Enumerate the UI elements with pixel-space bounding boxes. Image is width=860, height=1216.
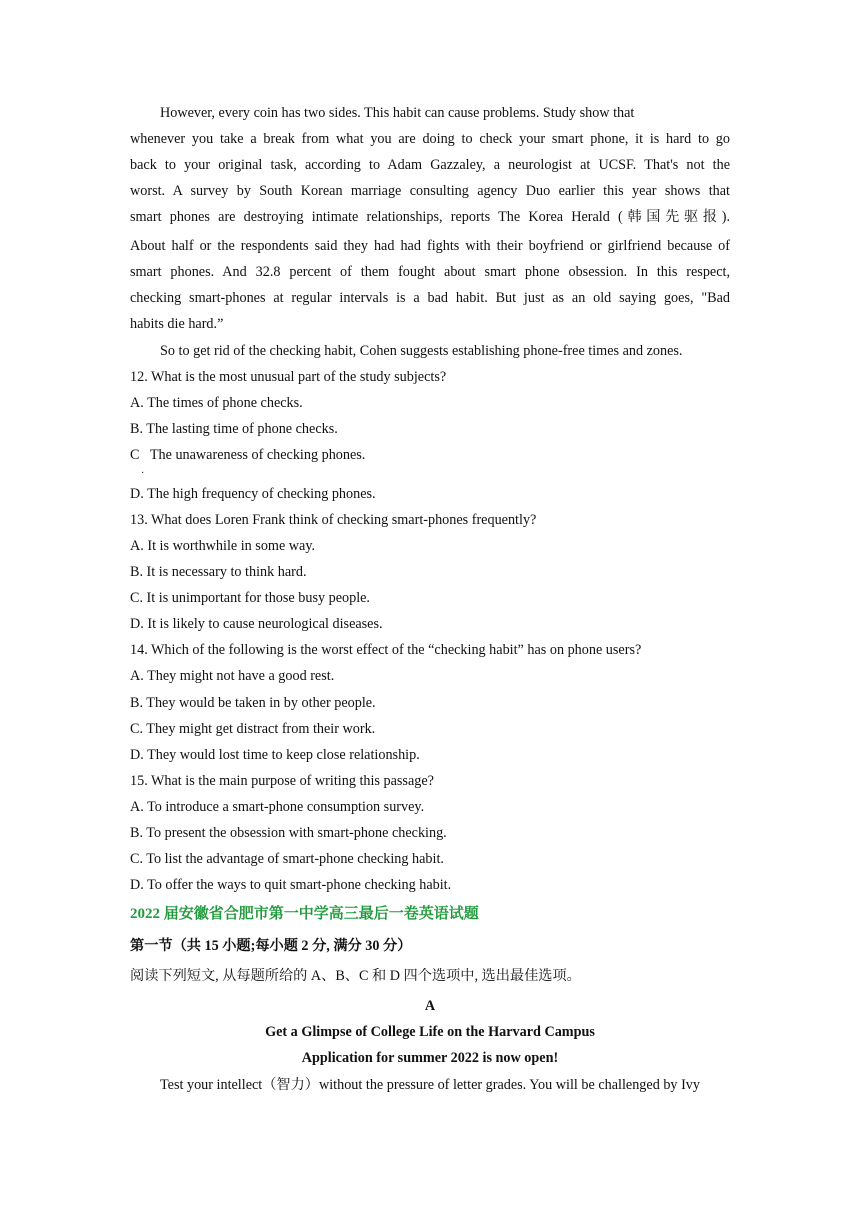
question-option: C. It is unimportant for those busy people. [130,590,370,606]
article-subtitle: Application for summer 2022 is now open! [301,1050,559,1066]
question-option: A. They might not have a good rest. [130,668,335,684]
question-option: C. They might get distract from their work. [130,721,376,737]
question-option: C The unawareness of checking phones. [130,447,366,463]
exam-title: 2022 届安徽省合肥市第一中学高三最后一卷英语试题 [130,906,479,922]
passage-line: back to your original task, according to Adam Gazzaley, a neurologist at UCSF. That's not the [130,157,730,173]
passage-line: worst. A survey by South Korean marriage consulting agency Duo earlier this year shows that [130,183,730,199]
part-letter: A [424,998,436,1014]
question-option: B. They would be taken in by other people. [130,695,376,711]
passage-line: whenever you take a break from what you are doing to check your smart phone, it is hard to go [130,131,730,147]
question-option: A. It is worthwhile in some way. [130,538,316,554]
question-option: A. To introduce a smart-phone consumption survey. [130,799,425,815]
article-title: Get a Glimpse of College Life on the Harvard Campus [265,1024,595,1040]
passage-line: About half or the respondents said they had had fights with their boyfriend or girlfriend because of [130,238,730,254]
question-option: D. To offer the ways to quit smart-phone checking habit. [130,877,452,893]
section-heading: 第一节（共 15 小题;每小题 2 分, 满分 30 分） [130,938,412,954]
question-option: D. They would lost time to keep close relationship. [130,747,420,763]
question-stem: 13. What does Loren Frank think of checking smart-phones frequently? [130,512,537,528]
question-option: B. The lasting time of phone checks. [130,421,338,437]
question-stem: 12. What is the most unusual part of the study subjects? [130,369,447,385]
question-option: D. The high frequency of checking phones. [130,486,376,502]
passage-line: habits die hard.” [130,316,224,332]
passage-line: So to get rid of the checking habit, Cohen suggests establishing phone-free times and zones. [160,343,683,359]
passage-line: smart phones. And 32.8 percent of them fought about smart phone obsession. In this respect, [130,264,730,280]
article-first-line: Test your intellect（智力）without the pressure of letter grades. You will be challenged by Ivy [160,1077,700,1093]
question-stem: 14. Which of the following is the worst effect of the “checking habit” has on phone users? [130,642,642,658]
question-option: B. It is necessary to think hard. [130,564,307,580]
stray-dot-mark: · [141,468,145,479]
question-stem: 15. What is the main purpose of writing this passage? [130,773,434,789]
passage-line: smart phones are destroying intimate relationships, reports The Korea Herald (韩国先驱报). [130,209,730,225]
instructions: 阅读下列短文, 从每题所给的 A、B、C 和 D 四个选项中, 选出最佳选项。 [130,968,581,984]
question-option: B. To present the obsession with smart-phone checking. [130,825,447,841]
question-option: C. To list the advantage of smart-phone checking habit. [130,851,444,867]
passage-line: However, every coin has two sides. This habit can cause problems. Study show that [160,105,635,121]
question-option: A. The times of phone checks. [130,395,303,411]
passage-line: checking smart-phones at regular intervals is a bad habit. But just as an old saying goes, "Bad [130,290,730,306]
question-option: D. It is likely to cause neurological diseases. [130,616,383,632]
